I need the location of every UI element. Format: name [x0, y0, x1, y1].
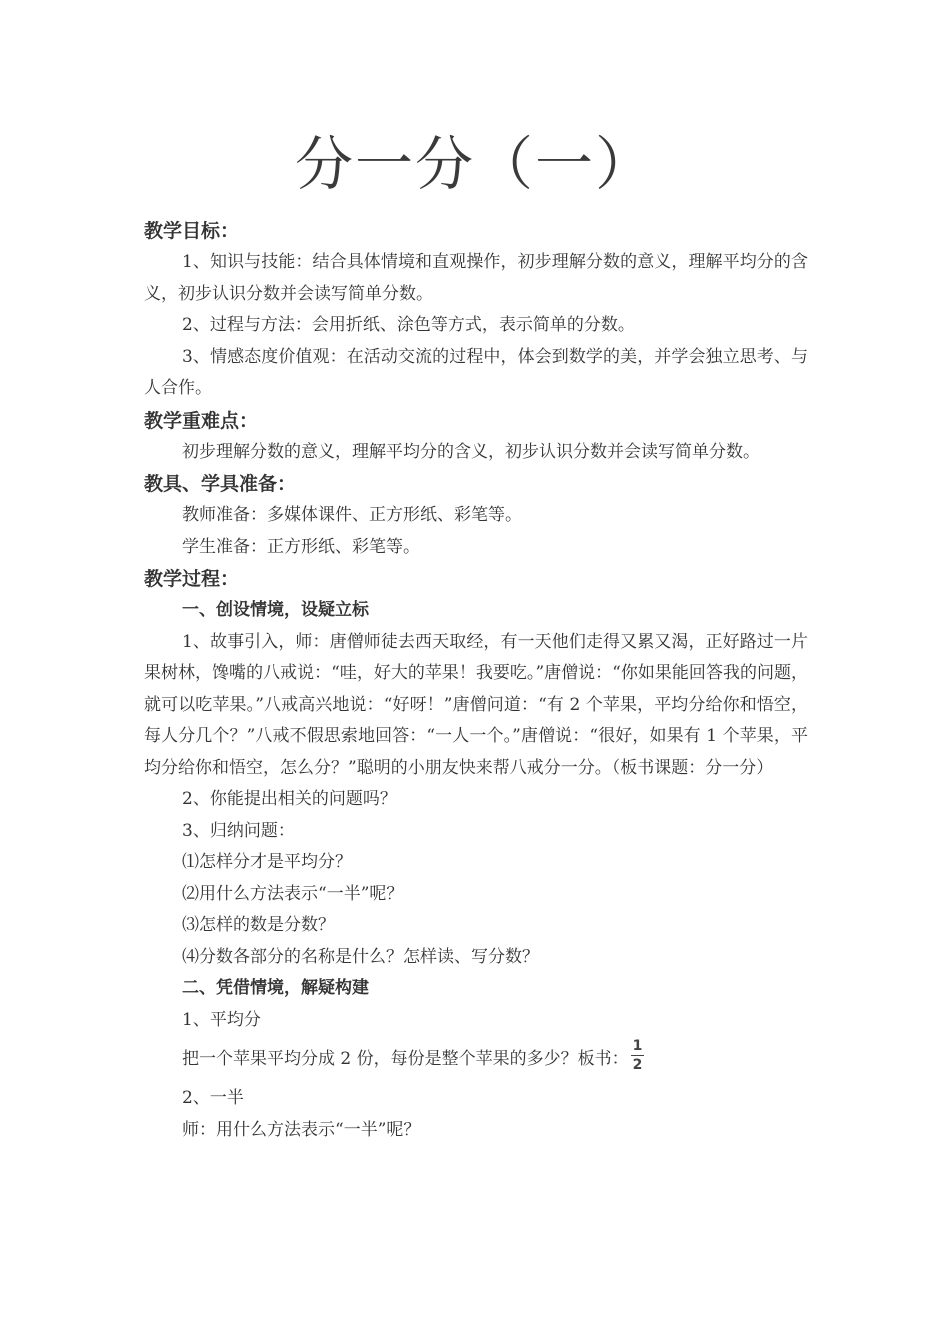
half-label: 2、一半	[182, 1088, 244, 1108]
document-body	[144, 215, 808, 1146]
fraction-denominator: 2	[632, 1057, 643, 1073]
fraction-question-text: 把一个苹果平均分成 2 份，每份是整个苹果的多少？板书：	[182, 1049, 629, 1069]
part1-heading: 一、创设情境，设疑立标	[182, 600, 369, 620]
story-paragraph: 1、故事引入，师：唐僧师徒去西天取经，有一天他们走得又累又渴，正好路过一片果树林，馋嘴的八戒说：“哇，好大的苹果！我要吃。”唐僧说：“你如果能回答我的问题，就可以吃苹果。”八戒高兴地说：“好呀！”唐僧问道：“有 2 个苹果，平均分给你和悟空，每人分几个？”八戒不假思索地回答：“一人一个。”唐僧说：“很好，如果有 1 个苹果，平均分给你和悟空，怎么分？”聪明的小朋友快来帮八戒分一分。（板书课题：分一分）	[144, 631, 808, 778]
page-title: 分一分（一）	[294, 130, 655, 198]
fraction-question	[144, 1036, 808, 1083]
fraction-bar	[631, 1055, 645, 1056]
preparation-heading: 教具、学具准备：	[144, 473, 297, 495]
question-item: ⑴怎样分才是平均分？	[182, 852, 352, 872]
question-item: ⑶怎样的数是分数？	[182, 915, 335, 935]
key-points-text: 初步理解分数的意义，理解平均分的含义，初步认识分数并会读写简单分数。	[182, 441, 760, 462]
half-question: 师：用什么方法表示“一半”呢？	[182, 1119, 421, 1140]
goal-item: 2、过程与方法：会用折纸、涂色等方式，表示简单的分数。	[182, 315, 635, 335]
question-prompt: 2、你能提出相关的问题吗？	[182, 789, 397, 809]
student-preparation: 学生准备：正方形纸、彩笔等。	[182, 536, 420, 557]
process-heading: 教学过程：	[144, 568, 240, 590]
summary-prompt: 3、归纳问题：	[182, 820, 295, 841]
fraction-numerator: 1	[632, 1038, 643, 1054]
average-division-label: 1、平均分	[182, 1009, 261, 1030]
teacher-preparation: 教师准备：多媒体课件、正方形纸、彩笔等。	[182, 505, 522, 525]
question-item: ⑷分数各部分的名称是什么？怎样读、写分数？	[182, 946, 539, 967]
key-points-heading: 教学重难点：	[144, 409, 259, 432]
question-item: ⑵用什么方法表示“一半”呢？	[182, 883, 404, 904]
goal-item: 1、知识与技能：结合具体情境和直观操作，初步理解分数的意义，理解平均分的含义，初步认识分数并会读写简单分数。	[144, 252, 808, 304]
goal-item: 3、情感态度价值观：在活动交流的过程中，体会到数学的美，并学会独立思考、与人合作。	[144, 346, 808, 398]
goals-heading: 教学目标：	[144, 220, 240, 242]
fraction-one-half	[631, 1039, 645, 1072]
part2-heading: 二、凭借情境，解疑构建	[182, 978, 369, 998]
